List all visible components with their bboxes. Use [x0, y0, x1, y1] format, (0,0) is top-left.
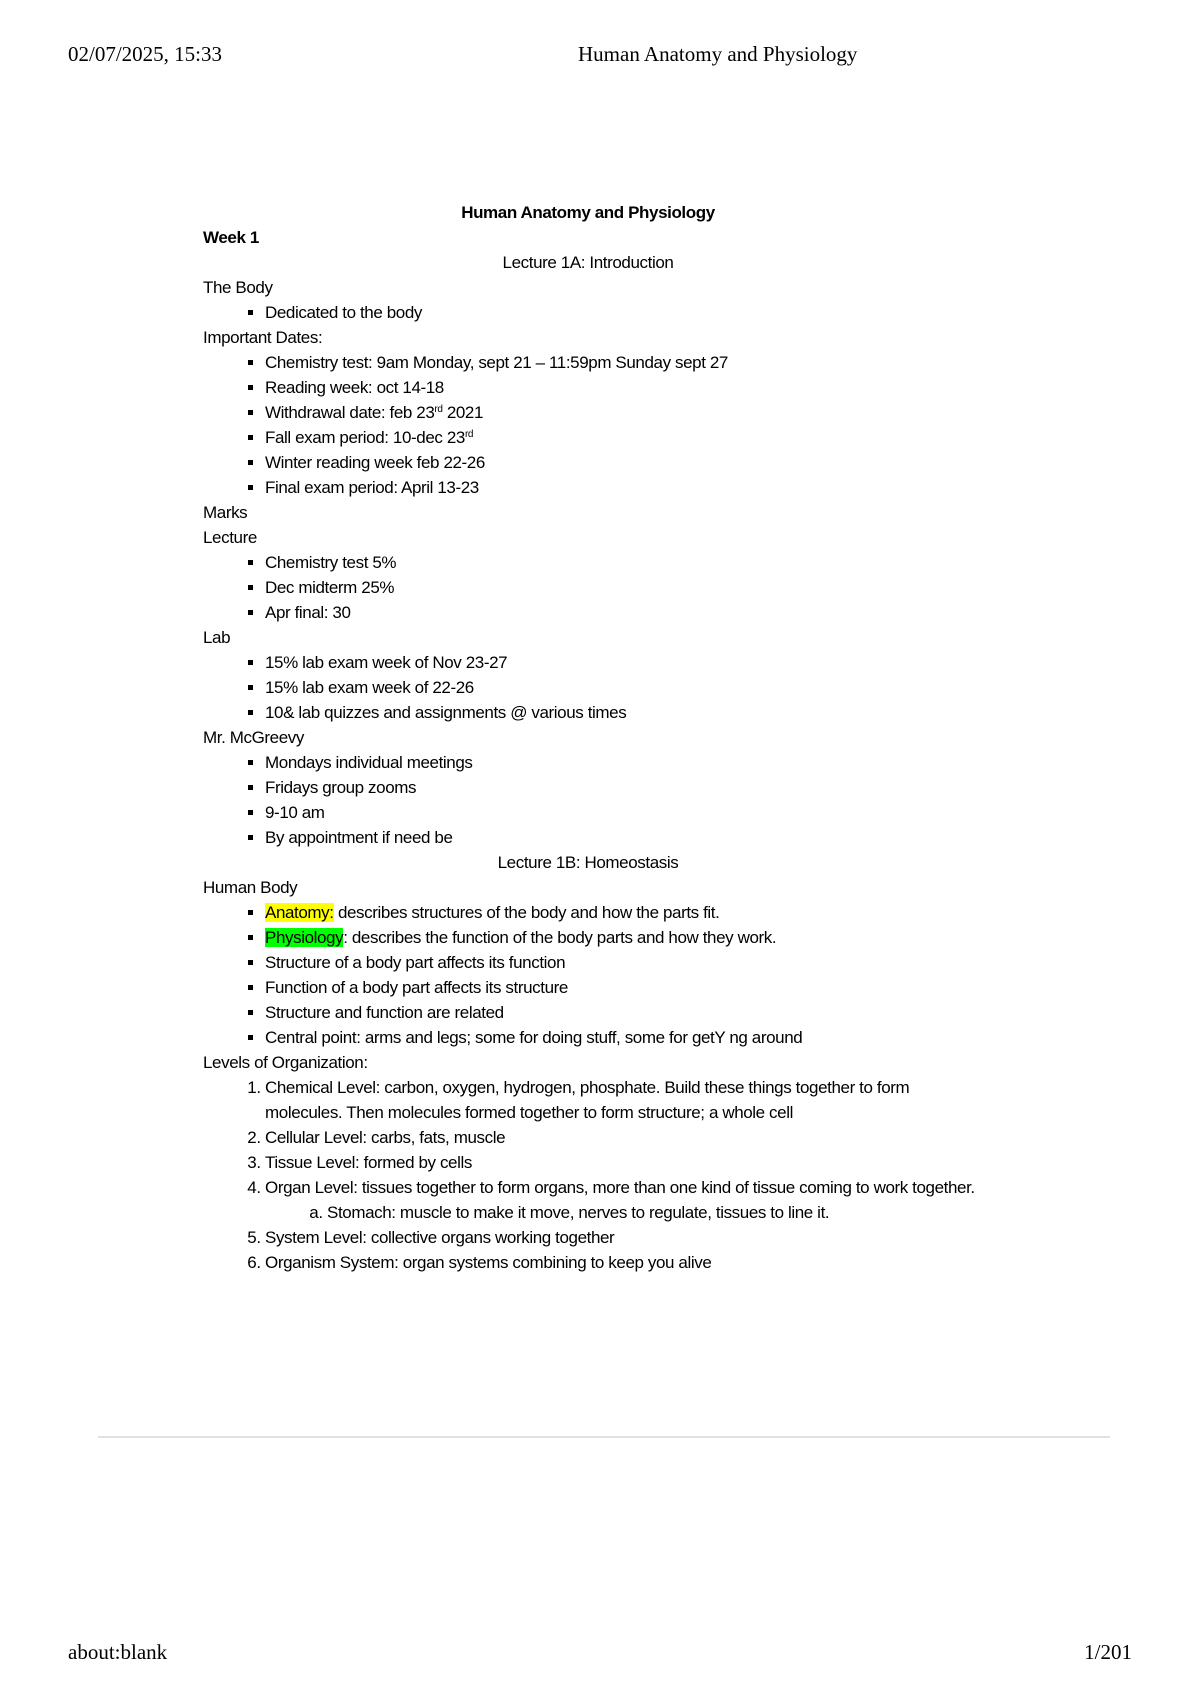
anatomy-term: Anatomy: — [265, 903, 334, 922]
list-item — [265, 900, 973, 925]
list-item: a. Stomach: muscle to make it move, nerves to regulate, tissues to line it. — [327, 1200, 977, 1225]
print-title: Human Anatomy and Physiology — [578, 42, 858, 66]
list-item: ▪ Final exam period: April 13-23 — [265, 475, 973, 500]
list-item: 6. Organism System: organ systems combining to keep you alive — [265, 1250, 973, 1275]
list-item: ▪ Mondays individual meetings — [265, 750, 973, 775]
list-item-text: Organ Level: tissues together to form organs, more than one kind of tissue coming to work together. — [265, 1178, 975, 1197]
list-item: 3. Tissue Level: formed by cells — [265, 1150, 973, 1175]
ordinal-suffix: rd — [434, 404, 443, 415]
list-item: 1. Chemical Level: carbon, oxygen, hydrogen, phosphate. Build these things together to form molecules. Then molecules formed together to form structure; a whole cell — [265, 1075, 977, 1125]
list-item: ▪ Reading week: oct 14-18 — [265, 375, 973, 400]
list-item-text: 2021 — [442, 403, 484, 422]
print-header — [68, 42, 1132, 70]
list-item: ▪ Fridays group zooms — [265, 775, 973, 800]
human-body-list — [203, 900, 973, 1050]
document-title: Human Anatomy and Physiology — [461, 203, 715, 222]
list-item: ▪ Chemistry test: 9am Monday, sept 21 – 11:59pm Sunday sept 27 — [265, 350, 973, 375]
document-body — [203, 200, 973, 1275]
list-item-text: : describes the function of the body parts and how they work. — [343, 928, 777, 947]
list-item: 5. System Level: collective organs working together — [265, 1225, 973, 1250]
list-item: ▪ 9-10 am — [265, 800, 973, 825]
lab-marks-list — [203, 650, 973, 725]
list-item-text: Withdrawal date: feb 23 — [265, 403, 435, 422]
lab-heading: Lab — [203, 628, 231, 647]
ordinal-suffix: rd — [464, 429, 474, 440]
list-item: ▪ 10& lab quizzes and assignments @ various times — [265, 700, 973, 725]
the-body-heading: The Body — [203, 278, 273, 297]
list-item: ▪ 15% lab exam week of Nov 23-27 — [265, 650, 973, 675]
list-item: ▪ Structure of a body part affects its function — [265, 950, 973, 975]
lecture-marks-list — [203, 550, 973, 625]
list-item — [265, 400, 973, 425]
print-footer — [68, 1640, 1132, 1668]
list-item — [265, 425, 973, 450]
list-item: ▪ Winter reading week feb 22-26 — [265, 450, 973, 475]
list-item: ▪ Dedicated to the body — [265, 300, 973, 325]
list-item: ▪ Chemistry test 5% — [265, 550, 973, 575]
mcgreevy-list — [203, 750, 973, 850]
list-item: 2. Cellular Level: carbs, fats, muscle — [265, 1125, 973, 1150]
page-divider — [98, 1436, 1110, 1438]
marks-heading: Marks — [203, 503, 248, 522]
list-item: ▪ Structure and function are related — [265, 1000, 973, 1025]
levels-heading: Levels of Organization: — [203, 1053, 368, 1072]
print-page-number: 1/201 — [1084, 1640, 1132, 1664]
lecture-1b-heading: Lecture 1B: Homeostasis — [497, 853, 679, 872]
list-item-text: Fall exam period: 10-dec 23 — [265, 428, 465, 447]
list-item — [265, 925, 973, 950]
list-item — [265, 1175, 977, 1225]
physiology-term: Physiology — [265, 928, 344, 947]
important-dates-heading: Important Dates: — [203, 328, 323, 347]
sub-list — [265, 1200, 977, 1225]
list-item: ▪ By appointment if need be — [265, 825, 973, 850]
print-datetime: 02/07/2025, 15:33 — [68, 42, 223, 66]
list-item: ▪ Apr final: 30 — [265, 600, 973, 625]
levels-list — [203, 1075, 973, 1275]
print-url: about:blank — [68, 1640, 168, 1664]
important-dates-list — [203, 350, 973, 500]
lecture-1a-heading: Lecture 1A: Introduction — [502, 253, 674, 272]
list-item: ▪ Dec midterm 25% — [265, 575, 973, 600]
week-heading: Week 1 — [203, 228, 259, 247]
list-item-text: describes structures of the body and how the parts fit. — [333, 903, 720, 922]
list-item: ▪ Function of a body part affects its structure — [265, 975, 973, 1000]
human-body-heading: Human Body — [203, 878, 298, 897]
list-item: ▪ 15% lab exam week of 22-26 — [265, 675, 973, 700]
mcgreevy-heading: Mr. McGreevy — [203, 728, 304, 747]
the-body-list — [203, 300, 973, 325]
lecture-heading: Lecture — [203, 528, 257, 547]
list-item: ▪ Central point: arms and legs; some for doing stuff, some for getY ng around — [265, 1025, 973, 1050]
